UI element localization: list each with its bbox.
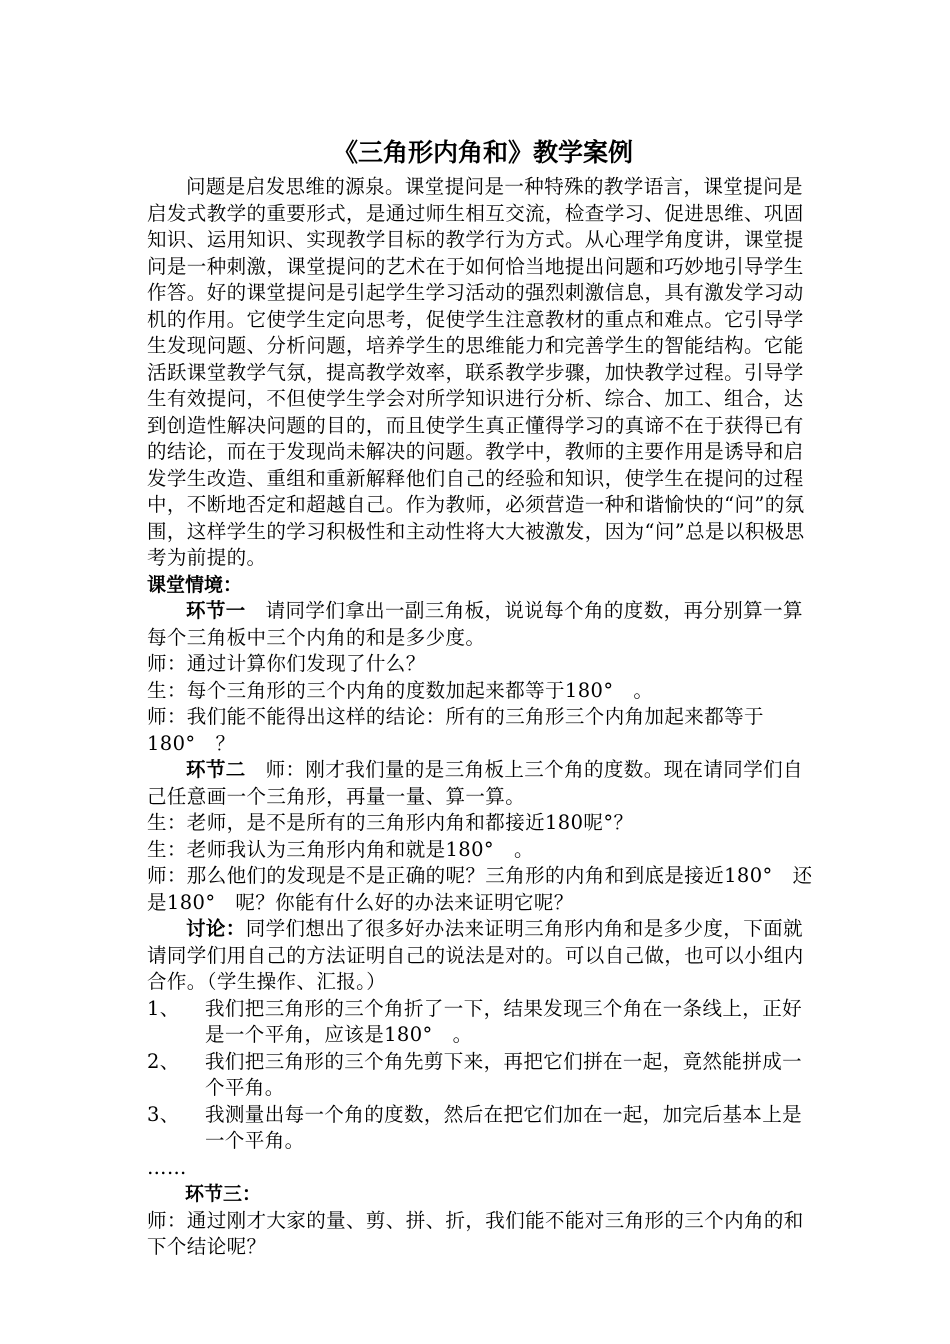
link2-dialog-line: 生：老师，是不是所有的三角形内角和都接近180呢°？ bbox=[147, 811, 634, 834]
list-item-text: 我们把三角形的三个角先剪下来，再把它们拼在一起，竟然能拼成一个平角。 bbox=[205, 1049, 803, 1099]
list-item bbox=[147, 1102, 819, 1155]
list-item-number: 1、 bbox=[147, 996, 180, 1020]
link3-dialog-line: 师：通过刚才大家的量、剪、拼、折，我们能不能对三角形的三个内角的和下个结论呢？ bbox=[147, 1208, 804, 1258]
link1-text: 请同学们拿出一副三角板，说说每个角的度数，再分别算一算每个三角板中三个内角的和是多少度。 bbox=[147, 599, 803, 649]
intro-paragraph: 问题是启发思维的源泉。课堂提问是一种特殊的教学语言，课堂提问是启发式教学的重要形式，是通过师生相互交流，检查学习、促进思维、巩固知识、运用知识、实现教学目标的教学行为方式。从心理学角度讲，课堂提问是一种刺激，课堂提问的艺术在于如何恰当地提出问题和巧妙地引导学生作答。好的课堂提问是引起学生学习活动的强烈刺激信息，具有激发学习动机的作用。它使学生定向思考，促使学生注意教材的重点和难点。它引导学生发现问题、分析问题，培养学生的思维能力和完善学生的智能结构。它能活跃课堂教学气氛，提高教学效率，联系教学步骤，加快教学过程。引导学生有效提问，不但使学生学会对所学知识进行分析、综合、加工、组合，达到创造性解决问题的目的，而且使学生真正懂得学习的真谛不在于获得已有的结论，而在于发现尚未解决的问题。教学中，教师的主要作用是诱导和启发学生改造、重组和重新解释他们自己的经验和知识，使学生在提问的过程中，不断地否定和超越自己。作为教师，必须营造一种和谐愉快的“问”的氛围，这样学生的学习积极性和主动性将大大被激发，因为“问”总是以积极思考为前提的。 bbox=[147, 175, 805, 569]
link2-label: 环节二 bbox=[186, 758, 246, 781]
discussion-text: 同学们想出了很多好办法来证明三角形内角和是多少度，下面就请同学们用自己的方法证明自己的说法是对的。可以自己做，也可以小组内合作。（学生操作、汇报。） bbox=[147, 917, 804, 993]
list-item bbox=[147, 1049, 819, 1102]
link1-label: 环节一 bbox=[186, 599, 246, 622]
list-item bbox=[147, 996, 819, 1049]
link2-dialog-line: 生：老师我认为三角形内角和就是180° 。 bbox=[147, 837, 534, 861]
discussion-paragraph bbox=[147, 916, 819, 996]
list-item-text: 我测量出每一个角的度数，然后在把它们加在一起，加完后基本上是一个平角。 bbox=[205, 1102, 803, 1152]
list-item-text: 我们把三角形的三个角折了一下，结果发现三个角在一条线上，正好是一个平角，应该是180° 。 bbox=[205, 996, 803, 1046]
link1-dialog-line: 师：通过计算你们发现了什么？ bbox=[147, 652, 426, 675]
list-item-number: 3、 bbox=[147, 1102, 180, 1126]
link1-paragraph bbox=[147, 598, 819, 651]
discussion-label: 讨论： bbox=[186, 917, 246, 940]
ellipsis: …… bbox=[147, 1155, 187, 1179]
link2-dialog-line: 师：那么他们的发现是不是正确的呢？三角形的内角和到底是接近180° 还是180° 呢？你能有什么好的办法来证明它呢？ bbox=[147, 864, 813, 914]
document-title: 《三角形内角和》教学案例 bbox=[332, 138, 633, 167]
link1-dialog-line: 师：我们能不能得出这样的结论：所有的三角形三个内角加起来都等于180° ？ bbox=[147, 705, 764, 755]
list-item-number: 2、 bbox=[147, 1049, 180, 1073]
link2-paragraph bbox=[147, 757, 819, 810]
document-page bbox=[147, 136, 819, 1261]
link3-label: 环节三： bbox=[185, 1183, 262, 1205]
section-heading: 课堂情境： bbox=[147, 573, 243, 596]
link2-text: 师：刚才我们量的是三角板上三个角的度数。现在请同学们自己任意画一个三角形，再量一量、算一算。 bbox=[147, 758, 803, 808]
link1-dialog-line: 生：每个三角形的三个内角的度数加起来都等于180° 。 bbox=[147, 678, 654, 702]
